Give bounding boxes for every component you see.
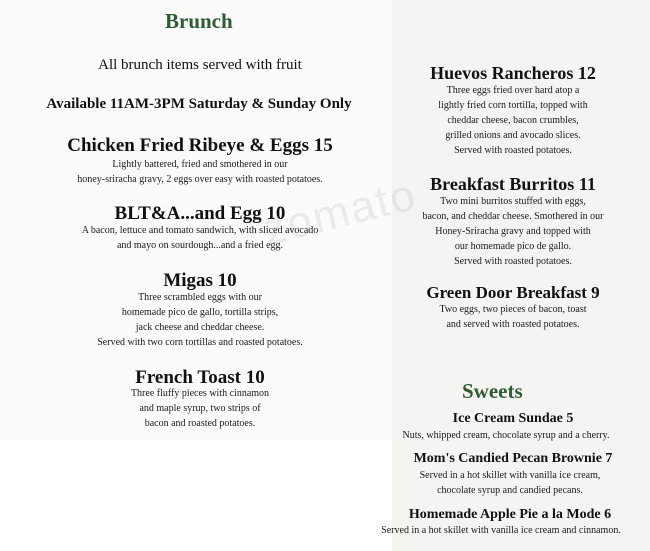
desc-line: Served with roasted potatoes. <box>454 145 572 156</box>
brunch-note: All brunch items served with fruit <box>98 57 302 73</box>
bottom-left-blank <box>0 440 392 551</box>
desc-line: Nuts, whipped cream, chocolate syrup and a cherry. <box>402 430 610 441</box>
item-desc-chicken-fried-ribeye <box>30 157 370 187</box>
item-desc-blta <box>30 223 370 253</box>
item-desc-ice-cream-sundae <box>376 428 636 443</box>
desc-line: and maple syrup, two strips of <box>139 403 261 414</box>
desc-line: chocolate syrup and candied pecans. <box>437 485 583 496</box>
desc-line: Three eggs fried over hard atop a <box>446 85 580 96</box>
desc-line: Honey-Sriracha gravy and topped with <box>435 226 591 237</box>
item-title-migas: Migas 10 <box>163 270 237 291</box>
desc-line: Served in a hot skillet with vanilla ice cream and cinnamon. <box>381 525 621 536</box>
item-desc-migas <box>30 290 370 350</box>
desc-line: grilled onions and avocado slices. <box>445 130 581 141</box>
desc-line: jack cheese and cheddar cheese. <box>135 322 265 333</box>
desc-line: Served with two corn tortillas and roasted potatoes. <box>97 337 303 348</box>
desc-line: Served with roasted potatoes. <box>454 256 572 267</box>
item-title-blta: BLT&A...and Egg 10 <box>114 203 286 224</box>
desc-line: A bacon, lettuce and tomato sandwich, with sliced avocado <box>81 225 319 236</box>
watermark: zomato <box>258 169 422 256</box>
brunch-availability: Available 11AM-3PM Saturday & Sunday Only <box>46 96 352 112</box>
item-title-apple-pie: Homemade Apple Pie a la Mode 6 <box>408 507 612 522</box>
desc-line: bacon, and cheddar cheese. Smothered in our <box>422 211 604 222</box>
desc-line: Served in a hot skillet with vanilla ice cream, <box>419 470 601 481</box>
item-title-huevos-rancheros: Huevos Rancheros 12 <box>430 63 596 83</box>
desc-line: homemade pico de gallo, tortilla strips, <box>121 307 279 318</box>
item-desc-french-toast <box>30 386 370 431</box>
desc-line: our homemade pico de gallo. <box>454 241 572 252</box>
desc-line: Lightly battered, fried and smothered in our <box>112 159 288 170</box>
desc-line: and mayo on sourdough...and a fried egg. <box>116 240 284 251</box>
item-title-pecan-brownie: Mom's Candied Pecan Brownie 7 <box>413 451 613 466</box>
desc-line: Three fluffy pieces with cinnamon <box>130 388 270 399</box>
item-title-breakfast-burritos: Breakfast Burritos 11 <box>430 174 596 194</box>
desc-line: honey-sriracha gravy, 2 eggs over easy with roasted potatoes. <box>77 174 323 185</box>
desc-line: bacon and roasted potatoes. <box>144 418 256 429</box>
item-desc-apple-pie <box>356 523 646 538</box>
item-title-green-door-breakfast: Green Door Breakfast 9 <box>426 283 600 302</box>
desc-line: lightly fried corn tortilla, topped with <box>438 100 588 111</box>
item-desc-breakfast-burritos <box>396 194 630 269</box>
desc-line: Two eggs, two pieces of bacon, toast <box>439 304 587 315</box>
brunch-heading: Brunch <box>165 9 233 33</box>
desc-line: Three scrambled eggs with our <box>138 292 262 303</box>
item-desc-green-door-breakfast <box>400 302 626 332</box>
item-title-french-toast: French Toast 10 <box>135 367 265 388</box>
desc-line: cheddar cheese, bacon crumbles, <box>447 115 579 126</box>
item-desc-huevos-rancheros <box>400 83 626 158</box>
sweets-heading: Sweets <box>462 379 523 403</box>
item-desc-pecan-brownie <box>380 468 640 498</box>
item-title-ice-cream-sundae: Ice Cream Sundae 5 <box>452 411 574 426</box>
desc-line: and served with roasted potatoes. <box>446 319 580 330</box>
item-title-chicken-fried-ribeye: Chicken Fried Ribeye & Eggs 15 <box>67 135 333 156</box>
desc-line: Two mini burritos stuffed with eggs, <box>440 196 586 207</box>
